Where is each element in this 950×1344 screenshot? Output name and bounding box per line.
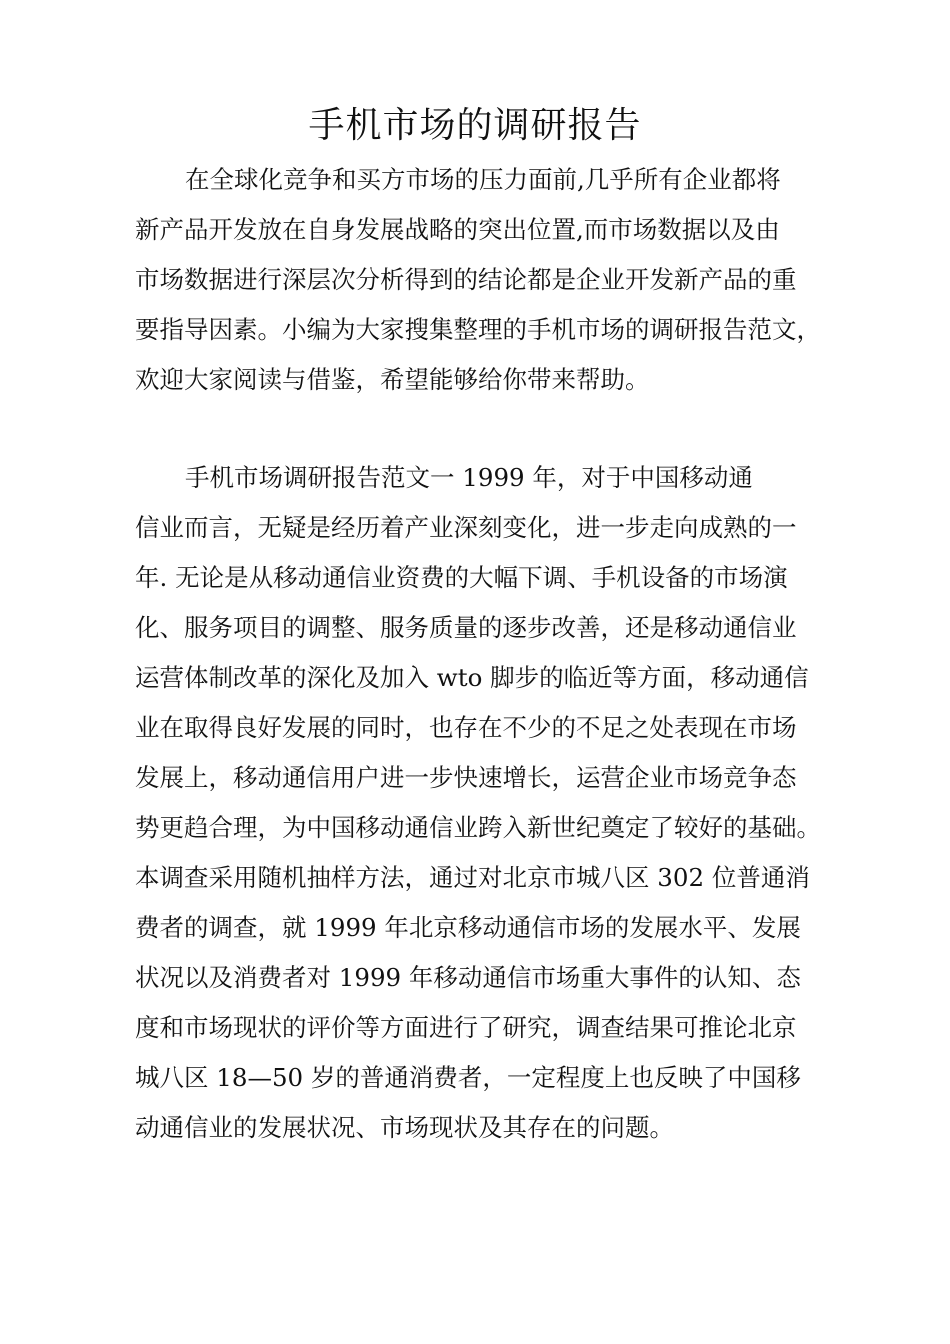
body-line: 势更趋合理，为中国移动通信业跨入新世纪奠定了较好的基础。 [135,813,821,842]
intro-line: 要指导因素。小编为大家搜集整理的手机市场的调研报告范文， [135,315,821,344]
body-line: 动通信业的发展状况、市场现状及其存在的问题。 [135,1113,674,1142]
body-line: 城八区 18—50 岁的普通消费者，一定程度上也反映了中国移 [135,1063,801,1092]
body-line: 发展上，移动通信用户进一步快速增长，运营企业市场竞争态 [135,763,797,792]
body-line: 手机市场调研报告范文一 1999 年，对于中国移动通 [185,463,753,492]
body-line: 度和市场现状的评价等方面进行了研究，调查结果可推论北京 [135,1013,797,1042]
body-line: 业在取得良好发展的同时，也存在不少的不足之处表现在市场 [135,713,797,742]
body-line: 化、服务项目的调整、服务质量的逐步改善，还是移动通信业 [135,613,797,642]
intro-line: 欢迎大家阅读与借鉴，希望能够给你带来帮助。 [135,365,650,394]
intro-line: 新产品开发放在自身发展战略的突出位置,而市场数据以及由 [135,215,780,244]
document-title: 手机市场的调研报告 [308,105,642,146]
body-line: 年. 无论是从移动通信业资费的大幅下调、手机设备的市场演 [135,563,788,592]
intro-line: 在全球化竞争和买方市场的压力面前,几乎所有企业都将 [185,165,781,194]
body-line: 本调查采用随机抽样方法，通过对北京市城八区 302 位普通消 [135,863,810,892]
intro-line: 市场数据进行深层次分析得到的结论都是企业开发新产品的重 [135,265,797,294]
body-line: 信业而言，无疑是经历着产业深刻变化，进一步走向成熟的一 [135,513,797,542]
body-line: 状况以及消费者对 1999 年移动通信市场重大事件的认知、态 [135,963,801,992]
body-line: 费者的调查，就 1999 年北京移动通信市场的发展水平、发展 [135,913,801,942]
body-line: 运营体制改革的深化及加入 wto 脚步的临近等方面，移动通信 [135,663,809,692]
